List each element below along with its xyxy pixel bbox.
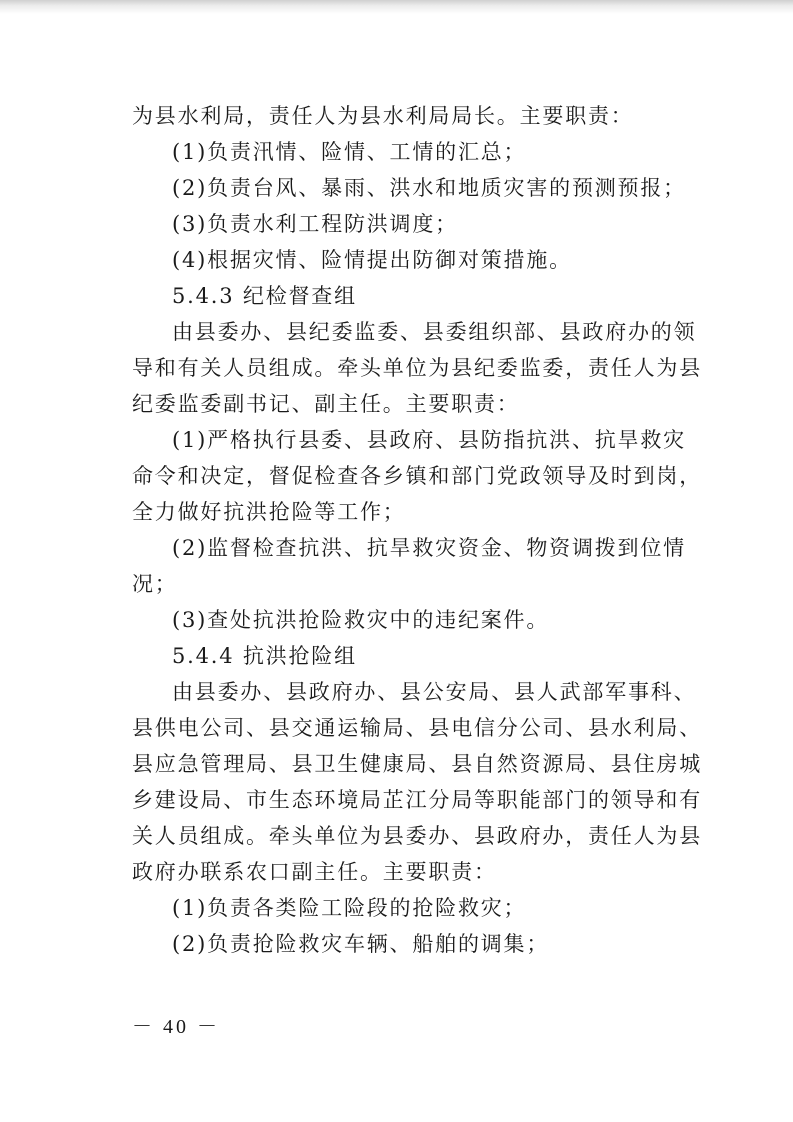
text-line: 为县水利局，责任人为县水利局局长。主要职责： [132, 104, 634, 128]
text-line: (3)查处抗洪抢险救灾中的违纪案件。 [172, 608, 550, 632]
text-line: (2)负责台风、暴雨、洪水和地质灾害的预测预报； [172, 176, 686, 200]
text-line: 命令和决定，督促检查各乡镇和部门党政领导及时到岗， [132, 464, 702, 488]
text-line: 县应急管理局、县卫生健康局、县自然资源局、县住房城 [132, 752, 702, 776]
scan-top-edge [0, 0, 793, 14]
text-line: (2)负责抢险救灾车辆、船舶的调集； [172, 932, 550, 956]
section-heading: 5.4.3 纪检督查组 [172, 284, 357, 308]
section-heading: 5.4.4 抗洪抢险组 [172, 644, 357, 668]
text-line: 导和有关人员组成。牵头单位为县纪委监委，责任人为县 [132, 356, 702, 380]
page-number: － 40 － [132, 1016, 220, 1038]
text-line: 况； [132, 572, 178, 596]
text-line: (1)严格执行县委、县政府、县防指抗洪、抗旱救灾 [172, 428, 686, 452]
text-line: (1)负责各类险工险段的抢险救灾； [172, 896, 527, 920]
text-line: 乡建设局、市生态环境局芷江分局等职能部门的领导和有 [132, 788, 702, 812]
text-line: (3)负责水利工程防洪调度； [172, 212, 458, 236]
text-line: (2)监督检查抗洪、抗旱救灾资金、物资调拨到位情 [172, 536, 686, 560]
text-line: 纪委监委副书记、副主任。主要职责： [132, 392, 520, 416]
text-line: (1)负责汛情、险情、工情的汇总； [172, 140, 527, 164]
text-line: 全力做好抗洪抢险等工作； [132, 500, 406, 524]
text-line: 政府办联系农口副主任。主要职责： [132, 860, 497, 884]
text-line: 由县委办、县政府办、县公安局、县人武部军事科、 [172, 680, 697, 704]
text-line: 由县委办、县纪委监委、县委组织部、县政府办的领 [172, 320, 697, 344]
text-line: 关人员组成。牵头单位为县委办、县政府办，责任人为县 [132, 824, 702, 848]
text-line: (4)根据灾情、险情提出防御对策措施。 [172, 248, 572, 272]
text-line: 县供电公司、县交通运输局、县电信分公司、县水利局、 [132, 716, 702, 740]
document-body [132, 98, 702, 962]
